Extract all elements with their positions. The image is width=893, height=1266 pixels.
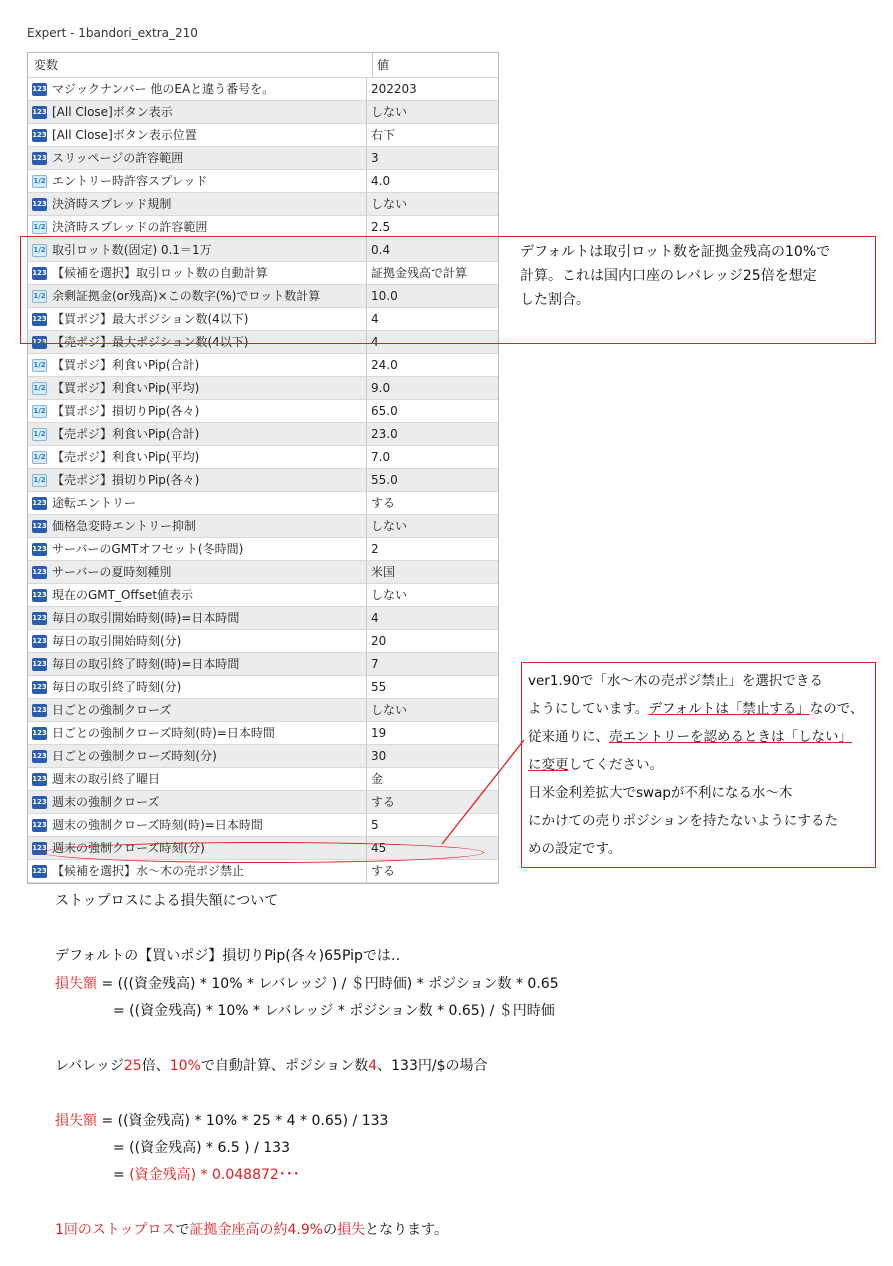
value-cell[interactable]: 4 bbox=[371, 312, 379, 326]
integer-type-icon: 123 bbox=[32, 635, 47, 648]
value-cell[interactable]: 55 bbox=[371, 680, 387, 694]
cond-text: で自動計算、ポジション数 bbox=[200, 1058, 369, 1074]
double-type-icon: 1/2 bbox=[32, 221, 47, 234]
header-value[interactable]: 値 bbox=[377, 58, 390, 72]
conclusion-line bbox=[55, 1219, 448, 1239]
value-cell[interactable]: 19 bbox=[371, 726, 387, 740]
note-text: してください。 bbox=[568, 757, 663, 773]
value-cell[interactable]: 証拠金残高で計算 bbox=[371, 266, 468, 280]
integer-type-icon: 123 bbox=[32, 566, 47, 579]
value-cell[interactable]: 9.0 bbox=[371, 381, 391, 395]
variable-name: 【売ポジ】利食いPip(合計) bbox=[52, 427, 200, 441]
cond-highlight: 4 bbox=[368, 1058, 378, 1074]
note-text: 従来通りに、 bbox=[528, 729, 609, 745]
variable-name: [All Close]ボタン表示 bbox=[52, 105, 173, 119]
note-line: にかけての売りポジションを持たないようにするた bbox=[528, 813, 838, 829]
variable-name: エントリー時許容スプレッド bbox=[52, 174, 208, 188]
value-cell[interactable]: 20 bbox=[371, 634, 387, 648]
note-line: 日米金利差拡大でswapが不利になる水～木 bbox=[528, 785, 793, 801]
value-cell[interactable]: 4 bbox=[371, 611, 379, 625]
value-cell[interactable]: する bbox=[371, 795, 396, 809]
variable-name: 日ごとの強制クローズ時刻(分) bbox=[52, 749, 217, 763]
variable-name: 価格急変時エントリー抑制 bbox=[52, 519, 197, 533]
value-cell[interactable]: しない bbox=[371, 519, 408, 533]
stoploss-heading: ストップロスによる損失額について bbox=[55, 893, 279, 909]
variable-name: 現在のGMT_Offset値表示 bbox=[52, 588, 194, 602]
cond-text: レバレッジ bbox=[55, 1058, 124, 1074]
value-cell[interactable]: 10.0 bbox=[371, 289, 398, 303]
value-cell[interactable]: 65.0 bbox=[371, 404, 398, 418]
value-cell[interactable]: 2 bbox=[371, 542, 379, 556]
variable-name: 【売ポジ】損切りPip(各々) bbox=[52, 473, 200, 487]
concl-highlight: 損失 bbox=[337, 1222, 366, 1238]
value-cell[interactable]: 2.5 bbox=[371, 220, 391, 234]
lot-note-line: 計算。これは国内口座のレバレッジ25倍を想定 bbox=[520, 268, 817, 284]
sell-ban-note bbox=[528, 667, 874, 863]
integer-type-icon: 123 bbox=[32, 704, 47, 717]
cond-text: 倍、 bbox=[141, 1058, 170, 1074]
condition-line bbox=[55, 1055, 488, 1075]
value-cell[interactable]: 24.0 bbox=[371, 358, 398, 372]
variable-name: サーバーの夏時刻種別 bbox=[52, 565, 172, 579]
variable-name: 決済時スプレッドの許容範囲 bbox=[52, 220, 208, 234]
value-cell[interactable]: しない bbox=[371, 588, 408, 602]
note-line bbox=[528, 695, 874, 723]
note-text: ようにしています。 bbox=[528, 701, 649, 717]
integer-type-icon: 123 bbox=[32, 497, 47, 510]
value-cell[interactable]: 金 bbox=[371, 772, 384, 786]
variable-name: 【買ポジ】利食いPip(平均) bbox=[52, 381, 200, 395]
note-line bbox=[528, 751, 874, 779]
integer-type-icon: 123 bbox=[32, 198, 47, 211]
integer-type-icon: 123 bbox=[32, 543, 47, 556]
loss-formula-1 bbox=[55, 973, 559, 993]
variable-name: 週末の強制クローズ時刻(分) bbox=[52, 841, 205, 855]
value-cell[interactable]: 55.0 bbox=[371, 473, 398, 487]
value-cell[interactable]: 4.0 bbox=[371, 174, 391, 188]
variable-name: 【候補を選択】取引ロット数の自動計算 bbox=[52, 266, 268, 280]
variable-name: 【買ポジ】損切りPip(各々) bbox=[52, 404, 200, 418]
note-line: めの設定です。 bbox=[528, 841, 622, 857]
integer-type-icon: 123 bbox=[32, 727, 47, 740]
variable-name: 毎日の取引開始時刻(時)=日本時間 bbox=[52, 611, 240, 625]
integer-type-icon: 123 bbox=[32, 612, 47, 625]
loss-formula-2: = ((資金残高) * 10% * レバレッジ * ポジション数 * 0.65) / ＄円時価 bbox=[113, 1003, 555, 1019]
value-cell[interactable]: 5 bbox=[371, 818, 379, 832]
window-title: Expert - 1bandori_extra_210 bbox=[27, 26, 198, 40]
variable-name: 【買ポジ】最大ポジション数(4以下) bbox=[52, 312, 249, 326]
concl-highlight: 1回のストップロス bbox=[55, 1222, 176, 1238]
cond-highlight: 25 bbox=[123, 1058, 142, 1074]
integer-type-icon: 123 bbox=[32, 773, 47, 786]
integer-type-icon: 123 bbox=[32, 819, 47, 832]
value-cell[interactable]: 米国 bbox=[371, 565, 396, 579]
integer-type-icon: 123 bbox=[32, 796, 47, 809]
variable-name: 週末の取引終了曜日 bbox=[52, 772, 161, 786]
value-cell[interactable]: 右下 bbox=[371, 128, 396, 142]
concl-text: の bbox=[323, 1222, 338, 1238]
double-type-icon: 1/2 bbox=[32, 382, 47, 395]
variable-name: 【買ポジ】利食いPip(合計) bbox=[52, 358, 200, 372]
variable-name: 取引ロット数(固定) 0.1＝1万 bbox=[52, 243, 212, 257]
variable-name: 毎日の取引終了時刻(分) bbox=[52, 680, 182, 694]
note-text: なので、 bbox=[809, 701, 864, 717]
note-underlined-text: デフォルトは「禁止する」 bbox=[648, 701, 810, 717]
value-cell[interactable]: 7.0 bbox=[371, 450, 391, 464]
double-type-icon: 1/2 bbox=[32, 290, 47, 303]
integer-type-icon: 123 bbox=[32, 750, 47, 763]
variable-name: 決済時スプレッド規制 bbox=[52, 197, 172, 211]
value-cell[interactable]: しない bbox=[371, 197, 408, 211]
double-type-icon: 1/2 bbox=[32, 175, 47, 188]
double-type-icon: 1/2 bbox=[32, 474, 47, 487]
value-cell[interactable]: 3 bbox=[371, 151, 379, 165]
double-type-icon: 1/2 bbox=[32, 359, 47, 372]
integer-type-icon: 123 bbox=[32, 106, 47, 119]
note-underlined-text: 売エントリーを認めるときは「しない」 bbox=[609, 729, 852, 745]
formula-text: = (((資金残高) * 10% * レバレッジ ) / ＄円時価) * ポジション数 * 0.65 bbox=[97, 976, 559, 992]
value-cell[interactable]: 7 bbox=[371, 657, 379, 671]
variable-name: 日ごとの強制クローズ bbox=[52, 703, 172, 717]
calc-result: (資金残高) * 0.048872･･･ bbox=[129, 1167, 300, 1183]
concl-text: となります。 bbox=[365, 1222, 448, 1238]
value-cell[interactable]: 45 bbox=[371, 841, 387, 855]
value-cell[interactable]: 30 bbox=[371, 749, 387, 763]
integer-type-icon: 123 bbox=[32, 681, 47, 694]
stoploss-intro: デフォルトの【買いポジ】損切りPip(各々)65Pipでは‥ bbox=[55, 948, 401, 964]
variable-name: スリッページの許容範囲 bbox=[52, 151, 184, 165]
loss-label: 損失額 bbox=[55, 976, 97, 992]
calc-line-3 bbox=[113, 1164, 300, 1184]
value-cell[interactable]: 0.4 bbox=[371, 243, 391, 257]
integer-type-icon: 123 bbox=[32, 313, 47, 326]
integer-type-icon: 123 bbox=[32, 520, 47, 533]
lot-note-line: デフォルトは取引ロット数を証拠金残高の10%で bbox=[520, 244, 831, 260]
variable-name: 毎日の取引開始時刻(分) bbox=[52, 634, 182, 648]
double-type-icon: 1/2 bbox=[32, 405, 47, 418]
calc-text: = bbox=[113, 1167, 130, 1183]
variable-name: 余剰証拠金(or残高)×この数字(%)でロット数計算 bbox=[52, 289, 321, 303]
double-type-icon: 1/2 bbox=[32, 244, 47, 257]
integer-type-icon: 123 bbox=[32, 336, 47, 349]
concl-text: で bbox=[175, 1222, 190, 1238]
cond-text: 、133円/$の場合 bbox=[377, 1058, 488, 1074]
value-cell[interactable]: 4 bbox=[371, 335, 379, 349]
value-cell[interactable]: 23.0 bbox=[371, 427, 398, 441]
variable-name: 途転エントリー bbox=[52, 496, 137, 510]
variable-name: 日ごとの強制クローズ時刻(時)=日本時間 bbox=[52, 726, 275, 740]
integer-type-icon: 123 bbox=[32, 865, 47, 878]
note-underlined-text: に変更 bbox=[528, 757, 569, 773]
value-cell[interactable]: する bbox=[371, 496, 396, 510]
value-cell[interactable]: しない bbox=[371, 105, 408, 119]
double-type-icon: 1/2 bbox=[32, 451, 47, 464]
value-cell[interactable]: する bbox=[371, 864, 396, 878]
variable-name: [All Close]ボタン表示位置 bbox=[52, 128, 197, 142]
loss-label: 損失額 bbox=[55, 1113, 97, 1129]
calc-line-2: = ((資金残高) * 6.5 ) / 133 bbox=[113, 1140, 290, 1156]
integer-type-icon: 123 bbox=[32, 152, 47, 165]
integer-type-icon: 123 bbox=[32, 658, 47, 671]
value-cell[interactable]: 202203 bbox=[371, 82, 417, 96]
variable-name: マジックナンバー 他のEAと違う番号を。 bbox=[52, 82, 275, 96]
variable-name: 毎日の取引終了時刻(時)=日本時間 bbox=[52, 657, 240, 671]
calc-text: = ((資金残高) * 10% * 25 * 4 * 0.65) / 133 bbox=[97, 1113, 389, 1129]
variable-name: 【売ポジ】最大ポジション数(4以下) bbox=[52, 335, 249, 349]
variable-name: 週末の強制クローズ時刻(時)=日本時間 bbox=[52, 818, 263, 832]
integer-type-icon: 123 bbox=[32, 129, 47, 142]
value-cell[interactable]: しない bbox=[371, 703, 408, 717]
integer-type-icon: 123 bbox=[32, 83, 47, 96]
variable-name: 【売ポジ】利食いPip(平均) bbox=[52, 450, 200, 464]
variable-name: サーバーのGMTオフセット(冬時間) bbox=[52, 542, 244, 556]
variable-name: 週末の強制クローズ bbox=[52, 795, 160, 809]
note-line bbox=[528, 723, 874, 751]
integer-type-icon: 123 bbox=[32, 842, 47, 855]
lot-note-line: した割合。 bbox=[520, 292, 590, 308]
integer-type-icon: 123 bbox=[32, 267, 47, 280]
calc-line-1 bbox=[55, 1110, 388, 1130]
header-variable[interactable]: 変数 bbox=[28, 53, 373, 77]
variable-name: 【候補を選択】水～木の売ポジ禁止 bbox=[52, 864, 245, 878]
concl-highlight: 証拠金座高の約4.9% bbox=[189, 1222, 324, 1238]
note-line: ver1.90で「水～木の売ポジ禁止」を選択できる bbox=[528, 673, 823, 689]
integer-type-icon: 123 bbox=[32, 589, 47, 602]
double-type-icon: 1/2 bbox=[32, 428, 47, 441]
cond-highlight: 10% bbox=[169, 1058, 201, 1074]
